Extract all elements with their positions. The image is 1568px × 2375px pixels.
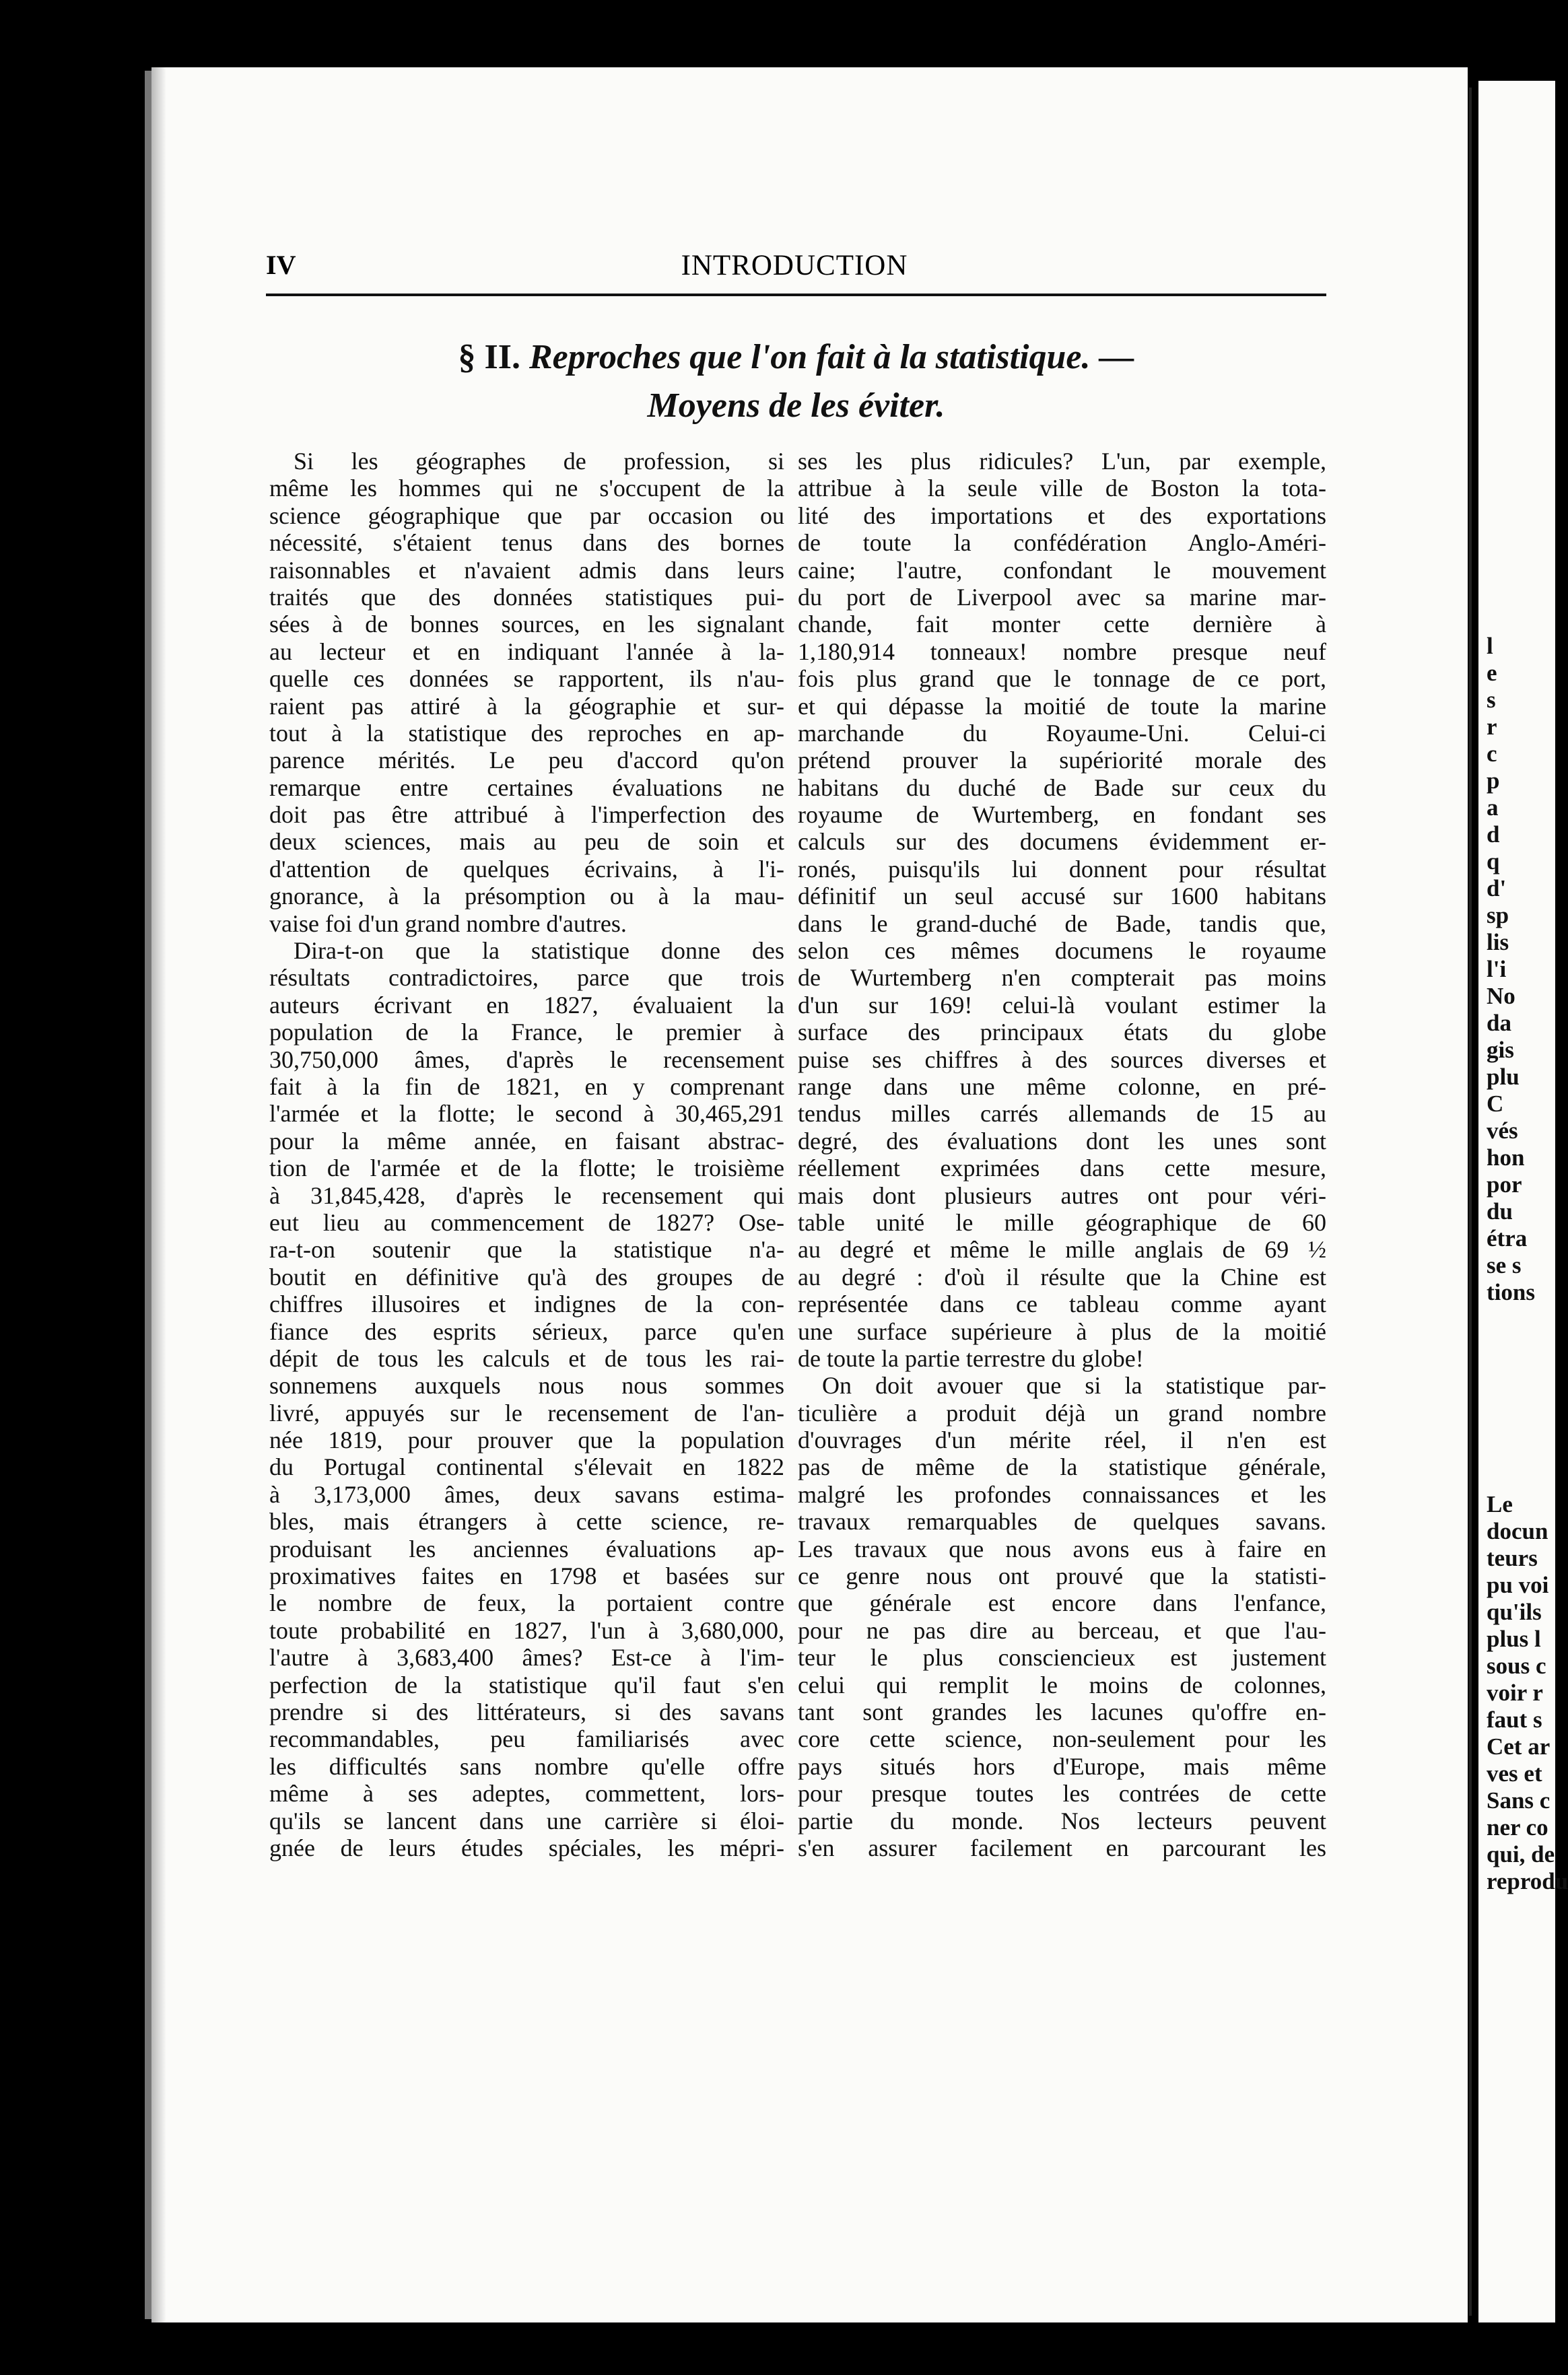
edge-fragment: l'i xyxy=(1487,956,1507,982)
text-line: eut lieu au commencement de 1827? Ose- xyxy=(269,1208,784,1236)
section-heading-line-1 xyxy=(266,333,1326,382)
edge-fragment: plu xyxy=(1487,1064,1520,1090)
text-line: tout à la statistique des reproches en ap- xyxy=(269,719,784,747)
text-line: dans le grand-duché de Bade, tandis que, xyxy=(798,909,1326,937)
edge-fragment: e xyxy=(1487,660,1497,686)
text-line: range dans une même colonne, en pré- xyxy=(798,1072,1326,1100)
text-line: du Portugal continental s'élevait en 1822 xyxy=(269,1453,784,1481)
text-line: réellement exprimées dans cette mesure, xyxy=(798,1155,1326,1182)
edge-fragment: faut s xyxy=(1487,1707,1542,1733)
text-line: les difficultés sans nombre qu'elle offre xyxy=(269,1752,784,1780)
text-line: ticulière a produit déjà un grand nombre xyxy=(798,1399,1326,1426)
text-line: fait à la fin de 1821, en y comprenant xyxy=(269,1072,784,1100)
edge-fragment: sp xyxy=(1487,902,1509,928)
text-line: remarque entre certaines évaluations ne xyxy=(269,773,784,801)
right-text-column xyxy=(798,448,1326,1861)
header-rule xyxy=(266,294,1326,296)
text-line: fiance des esprits sérieux, parce qu'en xyxy=(269,1317,784,1345)
edge-fragment: No xyxy=(1487,983,1515,1009)
edge-fragment: ves et xyxy=(1487,1760,1542,1787)
edge-fragment: vés xyxy=(1487,1117,1518,1144)
section-heading-line-2 xyxy=(266,382,1326,430)
edge-fragment: Sans c xyxy=(1487,1787,1550,1814)
text-line: calculs sur des documens évidemment er- xyxy=(798,828,1326,856)
text-line: raient pas attiré à la géographie et sur- xyxy=(269,692,784,720)
text-line: lité des importations et des exportations xyxy=(798,502,1326,529)
text-line: l'armée et la flotte; le second à 30,465,291 xyxy=(269,1100,784,1128)
edge-fragment: voir r xyxy=(1487,1680,1543,1706)
section-heading xyxy=(266,333,1326,430)
text-line: fois plus grand que le tonnage de ce port, xyxy=(798,665,1326,693)
text-line: tant sont grandes les lacunes qu'offre en- xyxy=(798,1698,1326,1725)
section-title-part-1: Reproches que l'on fait à la statistique. — xyxy=(529,338,1134,376)
section-title-part-2: Moyens de les éviter. xyxy=(647,386,945,425)
page-gutter-shadow xyxy=(151,67,166,2322)
text-line: mais dont plusieurs autres ont pour véri- xyxy=(798,1181,1326,1209)
text-line: bles, mais étrangers à cette science, re- xyxy=(269,1508,784,1536)
edge-fragment: teurs xyxy=(1487,1545,1538,1571)
edge-fragment: Le xyxy=(1487,1491,1513,1517)
text-line: parence mérités. Le peu d'accord qu'on xyxy=(269,747,784,774)
text-line: doit pas être attribué à l'imperfection des xyxy=(269,801,784,829)
text-line: raisonnables et n'avaient admis dans leurs xyxy=(269,556,784,584)
text-line: deux sciences, mais au peu de soin et xyxy=(269,828,784,856)
text-line: quelle ces données se rapportent, ils n'au- xyxy=(269,665,784,693)
text-line: de Wurtemberg n'en compterait pas moins xyxy=(798,964,1326,992)
edge-fragment: q xyxy=(1487,848,1500,874)
text-line: attribue à la seule ville de Boston la tota- xyxy=(798,475,1326,502)
text-line: table unité le mille géographique de 60 xyxy=(798,1208,1326,1236)
edge-fragment: qu'ils xyxy=(1487,1599,1542,1625)
text-line: livré, appuyés sur le recensement de l'an- xyxy=(269,1399,784,1426)
text-line: perfection de la statistique qu'il faut s'en xyxy=(269,1671,784,1698)
edge-fragment: d' xyxy=(1487,875,1507,901)
text-line: selon ces mêmes documens le royaume xyxy=(798,937,1326,965)
text-line: caine; l'autre, confondant le mouvement xyxy=(798,556,1326,584)
text-line: tendus milles carrés allemands de 15 au xyxy=(798,1100,1326,1128)
edge-fragment: qui, de xyxy=(1487,1841,1555,1867)
edge-fragment: C xyxy=(1487,1091,1504,1117)
text-line: Dira-t-on que la statistique donne des xyxy=(294,937,784,965)
text-line: l'autre à 3,683,400 âmes? Est-ce à l'im- xyxy=(269,1644,784,1672)
text-line: malgré les profondes connaissances et les xyxy=(798,1480,1326,1508)
text-line: produisant les anciennes évaluations ap- xyxy=(269,1535,784,1562)
facing-page-text-fragments-lower xyxy=(1487,1491,1568,1895)
text-line: qu'ils se lancent dans une carrière si éloi- xyxy=(269,1807,784,1834)
text-line: proximatives faites en 1798 et basées sur xyxy=(269,1562,784,1590)
edge-fragment: d xyxy=(1487,821,1500,848)
text-line: du port de Liverpool avec sa marine mar- xyxy=(798,583,1326,611)
edge-fragment: sous c xyxy=(1487,1653,1546,1679)
text-line: sonnemens auxquels nous nous sommes xyxy=(269,1372,784,1400)
text-line: de toute la confédération Anglo-Améri- xyxy=(798,529,1326,557)
text-line: degré, des évaluations dont les unes sont xyxy=(798,1127,1326,1155)
page-number: IV xyxy=(266,250,296,280)
text-line: à 3,173,000 âmes, deux savans estima- xyxy=(269,1480,784,1508)
text-line: gnorance, à la présomption ou à la mau- xyxy=(269,883,784,910)
page-header xyxy=(266,249,1323,289)
text-line: s'en assurer facilement en parcourant les xyxy=(798,1834,1326,1861)
text-line: née 1819, pour prouver que la population xyxy=(269,1426,784,1454)
text-line: royaume de Wurtemberg, en fondant ses xyxy=(798,801,1326,829)
left-text-column xyxy=(269,448,784,1861)
edge-fragment: s xyxy=(1487,687,1496,713)
text-line: pour ne pas dire au berceau, et que l'au- xyxy=(798,1616,1326,1644)
edge-fragment: hon xyxy=(1487,1144,1525,1171)
text-line: ronés, puisqu'ils lui donnent pour résultat xyxy=(798,855,1326,883)
edge-fragment: l xyxy=(1487,633,1493,659)
text-line: Si les géographes de profession, si xyxy=(294,448,784,475)
text-line: nécessité, s'étaient tenus dans des bornes xyxy=(269,529,784,557)
facing-page-text-fragments-upper xyxy=(1487,633,1535,1306)
edge-fragment: gis xyxy=(1487,1037,1514,1063)
text-line: 30,750,000 âmes, d'après le recensement xyxy=(269,1045,784,1073)
text-line: science géographique que par occasion ou xyxy=(269,502,784,529)
text-line: d'un sur 169! celui-là voulant estimer la xyxy=(798,991,1326,1019)
text-line: prétend prouver la supériorité morale des xyxy=(798,747,1326,774)
text-line: traités que des données statistiques pui- xyxy=(269,583,784,611)
edge-fragment: tions xyxy=(1487,1279,1535,1305)
edge-fragment: docun xyxy=(1487,1518,1548,1544)
text-line: le nombre de feux, la portaient contre xyxy=(269,1589,784,1617)
text-line: au lecteur et en indiquant l'année à la- xyxy=(269,638,784,665)
text-line: définitif un seul accusé sur 1600 habitans xyxy=(798,883,1326,910)
edge-fragment: c xyxy=(1487,741,1497,767)
text-line: d'attention de quelques écrivains, à l'i- xyxy=(269,855,784,883)
edge-fragment: r xyxy=(1487,714,1497,740)
text-line: et qui dépasse la moitié de toute la marine xyxy=(798,692,1326,720)
running-head: INTRODUCTION xyxy=(681,250,908,281)
text-line: au degré : d'où il résulte que la Chine est xyxy=(798,1263,1326,1290)
text-line: partie du monde. Nos lecteurs peuvent xyxy=(798,1807,1326,1834)
text-line: population de la France, le premier à xyxy=(269,1019,784,1046)
text-line: ses les plus ridicules? L'un, par exemple, xyxy=(798,448,1326,475)
edge-fragment: p xyxy=(1487,767,1500,794)
text-line: que générale est encore dans l'enfance, xyxy=(798,1589,1326,1617)
text-line: tion de l'armée et de la flotte; le troisième xyxy=(269,1155,784,1182)
text-line: au degré et même le mille anglais de 69 ½ xyxy=(798,1236,1326,1264)
edge-fragment: por xyxy=(1487,1171,1522,1198)
edge-fragment: reprodu xyxy=(1487,1868,1568,1894)
scan-border xyxy=(145,71,151,2319)
text-line: surface des principaux états du globe xyxy=(798,1019,1326,1046)
text-line: marchande du Royaume-Uni. Celui-ci xyxy=(798,719,1326,747)
text-line: 1,180,914 tonneaux! nombre presque neuf xyxy=(798,638,1326,665)
text-line: Les travaux que nous avons eus à faire en xyxy=(798,1535,1326,1562)
text-line: de toute la partie terrestre du globe! xyxy=(798,1344,1144,1372)
section-number: § II. xyxy=(458,338,520,376)
text-line: On doit avouer que si la statistique par- xyxy=(822,1372,1326,1400)
facing-page-edge xyxy=(1469,88,1472,2316)
text-line: pour presque toutes les contrées de cette xyxy=(798,1780,1326,1808)
text-line: pays situés hors d'Europe, mais même xyxy=(798,1752,1326,1780)
text-line: dépit de tous les calculs et de tous les rai- xyxy=(269,1344,784,1372)
text-line: recommandables, peu familiarisés avec xyxy=(269,1725,784,1753)
text-line: sées à de bonnes sources, en les signalant xyxy=(269,611,784,638)
edge-fragment: plus l xyxy=(1487,1626,1541,1652)
text-line: d'ouvrages d'un mérite réel, il n'en est xyxy=(798,1426,1326,1454)
text-line: teur le plus consciencieux est justement xyxy=(798,1644,1326,1672)
text-line: auteurs écrivant en 1827, évaluaient la xyxy=(269,991,784,1019)
text-line: celui qui remplit le moins de colonnes, xyxy=(798,1671,1326,1698)
text-line: chande, fait monter cette dernière à xyxy=(798,611,1326,638)
text-line: gnée de leurs études spéciales, les mépri- xyxy=(269,1834,784,1861)
text-line: à 31,845,428, d'après le recensement qui xyxy=(269,1181,784,1209)
text-line: puise ses chiffres à des sources diverses et xyxy=(798,1045,1326,1073)
edge-fragment: da xyxy=(1487,1010,1511,1036)
text-line: core cette science, non-seulement pour les xyxy=(798,1725,1326,1753)
text-line: chiffres illusoires et indignes de la con- xyxy=(269,1290,784,1318)
text-line: vaise foi d'un grand nombre d'autres. xyxy=(269,909,627,937)
text-line: résultats contradictoires, parce que trois xyxy=(269,964,784,992)
text-line: toute probabilité en 1827, l'un à 3,680,000, xyxy=(269,1616,784,1644)
text-line: prendre si des littérateurs, si des savans xyxy=(269,1698,784,1725)
edge-fragment: étra xyxy=(1487,1225,1528,1251)
text-line: même à ses adeptes, commettent, lors- xyxy=(269,1780,784,1808)
edge-fragment: Cet ar xyxy=(1487,1733,1550,1760)
text-line: ra-t-on soutenir que la statistique n'a- xyxy=(269,1236,784,1264)
edge-fragment: a xyxy=(1487,794,1499,821)
text-line: habitans du duché de Bade sur ceux du xyxy=(798,773,1326,801)
edge-fragment: se s xyxy=(1487,1252,1522,1278)
text-line: ce genre nous ont prouvé que la statisti- xyxy=(798,1562,1326,1590)
edge-fragment: lis xyxy=(1487,929,1509,955)
text-line: pour la même année, en faisant abstrac- xyxy=(269,1127,784,1155)
edge-fragment: ner co xyxy=(1487,1814,1548,1840)
text-line: même les hommes qui ne s'occupent de la xyxy=(269,475,784,502)
text-line: travaux remarquables de quelques savans. xyxy=(798,1508,1326,1536)
text-line: boutit en définitive qu'à des groupes de xyxy=(269,1263,784,1290)
edge-fragment: pu voi xyxy=(1487,1572,1549,1598)
text-line: représentée dans ce tableau comme ayant xyxy=(798,1290,1326,1318)
edge-fragment: du xyxy=(1487,1198,1513,1225)
text-line: pas de même de la statistique générale, xyxy=(798,1453,1326,1481)
text-line: une surface supérieure à plus de la moitié xyxy=(798,1317,1326,1345)
